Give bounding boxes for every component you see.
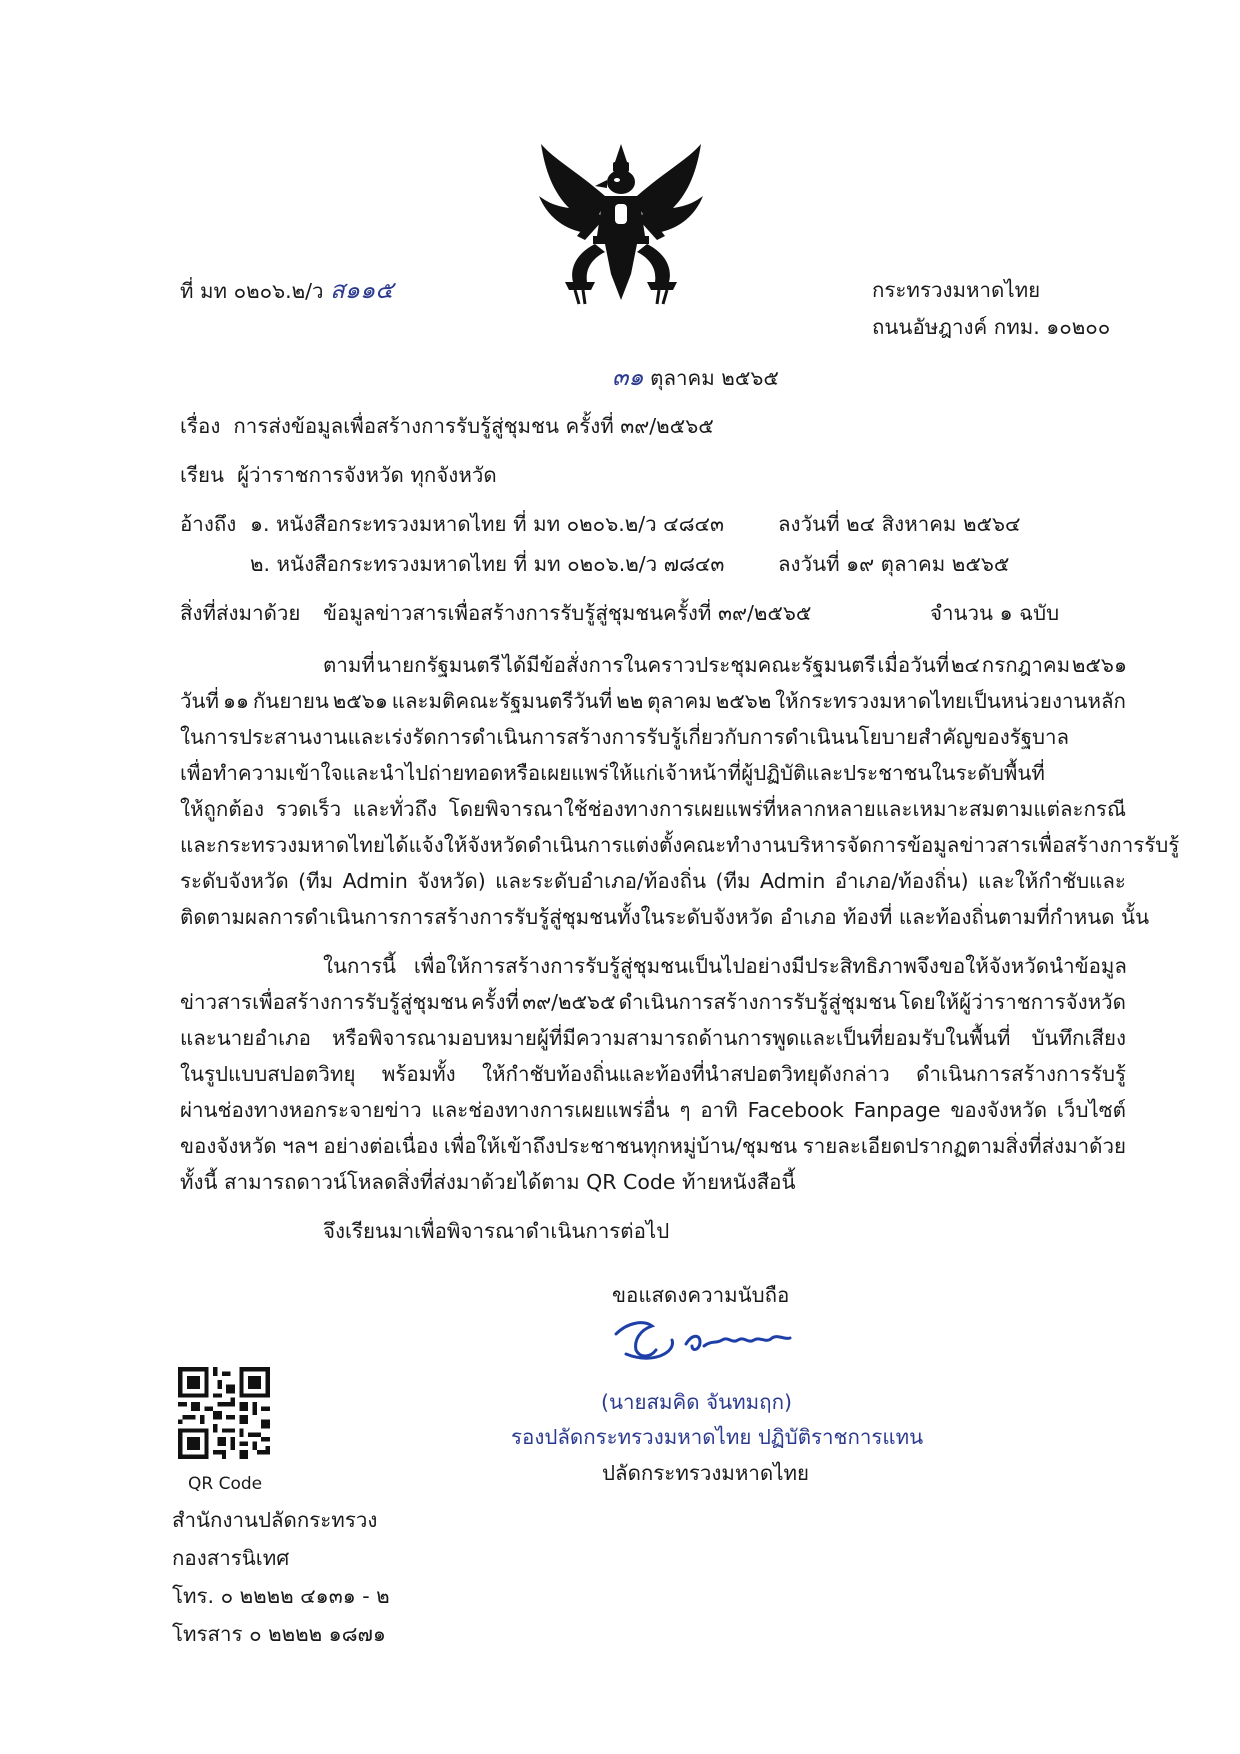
enclosure-label: สิ่งที่ส่งมาด้วย bbox=[180, 601, 301, 625]
body-paragraph-2-line-6: ของจังหวัด ฯลฯ อย่างต่อเนื่อง เพื่อให้เข้าถึงประชาชนทุกหมู่บ้าน/ชุมชน รายละเอียดปรากฏตามสิ่งที่ส่งมาด้วย bbox=[180, 1134, 1126, 1158]
footer-fax: โทรสาร ๐ ๒๒๒๒ ๑๘๗๑ bbox=[172, 1622, 386, 1646]
body-paragraph-1-line-1: ตามที่ นายกรัฐมนตรี ได้มีข้อสั่งการในคราวประชุมคณะรัฐมนตรี เมื่อวันที่ ๒๔ กรกฎาคม ๒๕๖๑ bbox=[323, 653, 1127, 677]
garuda-emblem-icon bbox=[535, 140, 707, 310]
qr-code-icon bbox=[178, 1367, 270, 1459]
ministry-name: กระทรวงมหาดไทย bbox=[872, 278, 1041, 302]
body-paragraph-1-line-8: ติดตามผลการดำเนินการการสร้างการรับรู้สู่ชุมชนทั้งในระดับจังหวัด อำเภอ ท้องที่ และท้องถิ่นตามที่กำหนด นั้น bbox=[180, 905, 1150, 929]
enclosure-text: ข้อมูลข่าวสารเพื่อสร้างการรับรู้สู่ชุมชนครั้งที่ ๓๙/๒๕๖๕ bbox=[323, 601, 812, 625]
handwritten-signature bbox=[600, 1310, 800, 1368]
footer-phone: โทร. ๐ ๒๒๒๒ ๔๑๓๑ - ๒ bbox=[172, 1584, 390, 1608]
qr-code-label: QR Code bbox=[188, 1474, 263, 1494]
references-label: อ้างถึง bbox=[180, 512, 237, 536]
enclosure-quantity: จำนวน ๑ ฉบับ bbox=[930, 601, 1060, 625]
body-paragraph-1-line-2: วันที่ ๑๑ กันยายน ๒๕๖๑ และมติคณะรัฐมนตรีวันที่ ๒๒ ตุลาคม ๒๕๖๒ ให้กระทรวงมหาดไทยเป็นหน่วยงานหลัก bbox=[180, 689, 1126, 713]
reference-item-1: ๑. หนังสือกระทรวงมหาดไทย ที่ มท ๐๒๐๖.๒/ว ๔๘๔๓ bbox=[250, 512, 725, 536]
signatory-acting-title: รองปลัดกระทรวงมหาดไทย ปฏิบัติราชการแทน bbox=[511, 1425, 924, 1449]
footer-office: สำนักงานปลัดกระทรวง bbox=[172, 1508, 378, 1532]
body-paragraph-2-line-7: ทั้งนี้ สามารถดาวน์โหลดสิ่งที่ส่งมาด้วยได้ตาม QR Code ท้ายหนังสือนี้ bbox=[180, 1170, 796, 1194]
body-paragraph-2-line-4: ในรูปแบบสปอตวิทยุ พร้อมทั้ง ให้กำชับท้องถิ่นและท้องที่นำสปอตวิทยุดังกล่าว ดำเนินการสร้างการรับรู้ bbox=[180, 1062, 1126, 1086]
ministry-address: ถนนอัษฎางค์ กทม. ๑๐๒๐๐ bbox=[872, 315, 1111, 339]
body-paragraph-2-line-1: ในการนี้ เพื่อให้การสร้างการรับรู้สู่ชุมชนเป็นไปอย่างมีประสิทธิภาพจึงขอให้จังหวัดนำข้อมูล bbox=[323, 954, 1127, 978]
body-paragraph-1-line-7: ระดับจังหวัด (ทีม Admin จังหวัด) และระดับอำเภอ/ท้องถิ่น (ทีม Admin อำเภอ/ท้องถิ่น) และให้กำชับและ bbox=[180, 869, 1126, 893]
subject-line bbox=[180, 413, 714, 439]
complimentary-close: ขอแสดงความนับถือ bbox=[612, 1283, 790, 1307]
date-month-year: ตุลาคม ๒๕๖๕ bbox=[650, 366, 779, 390]
recipient-line bbox=[180, 462, 497, 488]
body-paragraph-2-line-5: ผ่านช่องทางหอกระจายข่าว และช่องทางการเผยแพร่อื่น ๆ อาทิ Facebook Fanpage ของจังหวัด เว็บไซต์ bbox=[180, 1098, 1126, 1122]
signatory-title: ปลัดกระทรวงมหาดไทย bbox=[602, 1461, 810, 1485]
subject-label: เรื่อง bbox=[180, 414, 221, 438]
recipient-text: ผู้ว่าราชการจังหวัด ทุกจังหวัด bbox=[237, 463, 497, 487]
body-paragraph-2-line-2: ข่าวสารเพื่อสร้างการรับรู้สู่ชุมชน ครั้งที่ ๓๙/๒๕๖๕ ดำเนินการสร้างการรับรู้สู่ชุมชน โดยให้ผู้ว่าราชการจังหวัด bbox=[180, 990, 1126, 1014]
signatory-name: (นายสมคิด จันทมฤก) bbox=[601, 1390, 792, 1414]
subject-text: การส่งข้อมูลเพื่อสร้างการรับรู้สู่ชุมชน ครั้งที่ ๓๙/๒๕๖๕ bbox=[233, 414, 714, 438]
recipient-label: เรียน bbox=[180, 463, 225, 487]
reference-handwritten-number: ส๑๑๕ bbox=[330, 276, 394, 304]
footer-division: กองสารนิเทศ bbox=[172, 1546, 290, 1570]
reference-item-2: ๒. หนังสือกระทรวงมหาดไทย ที่ มท ๐๒๐๖.๒/ว ๗๘๔๓ bbox=[250, 552, 725, 576]
reference-number bbox=[180, 277, 393, 304]
closing-request: จึงเรียนมาเพื่อพิจารณาดำเนินการต่อไป bbox=[323, 1219, 670, 1243]
body-paragraph-1-line-3: ในการประสานงานและเร่งรัดการดำเนินการสร้างการรับรู้เกี่ยวกับการดำเนินนโยบายสำคัญของรัฐบาล bbox=[180, 725, 1070, 749]
reference-item-1-date: ลงวันที่ ๒๔ สิงหาคม ๒๕๖๔ bbox=[778, 512, 1021, 536]
body-paragraph-1-line-6: และกระทรวงมหาดไทยได้แจ้งให้จังหวัดดำเนินการแต่งตั้งคณะทำงานบริหารจัดการข้อมูลข่าวสารเพื่อสร้างการรับรู้ bbox=[180, 833, 1180, 857]
body-paragraph-1-line-4: เพื่อทำความเข้าใจและนำไปถ่ายทอดหรือเผยแพร่ให้แก่เจ้าหน้าที่ผู้ปฏิบัติและประชาชนในระดับพื้นที่ bbox=[180, 761, 1045, 785]
letter-date bbox=[612, 364, 779, 391]
body-paragraph-1-line-5: ให้ถูกต้อง รวดเร็ว และทั่วถึง โดยพิจารณาใช้ช่องทางการเผยแพร่ที่หลากหลายและเหมาะสมตามแต่ละกรณี bbox=[180, 797, 1126, 821]
reference-item-2-date: ลงวันที่ ๑๙ ตุลาคม ๒๕๖๕ bbox=[778, 552, 1010, 576]
reference-prefix: ที่ มท ๐๒๐๖.๒/ว bbox=[180, 279, 324, 303]
date-day-handwritten: ๓๑ bbox=[612, 363, 644, 391]
body-paragraph-2-line-3: และนายอำเภอ หรือพิจารณามอบหมายผู้ที่มีความสามารถด้านการพูดและเป็นที่ยอมรับในพื้นที่ บันทึกเสียง bbox=[180, 1026, 1126, 1050]
